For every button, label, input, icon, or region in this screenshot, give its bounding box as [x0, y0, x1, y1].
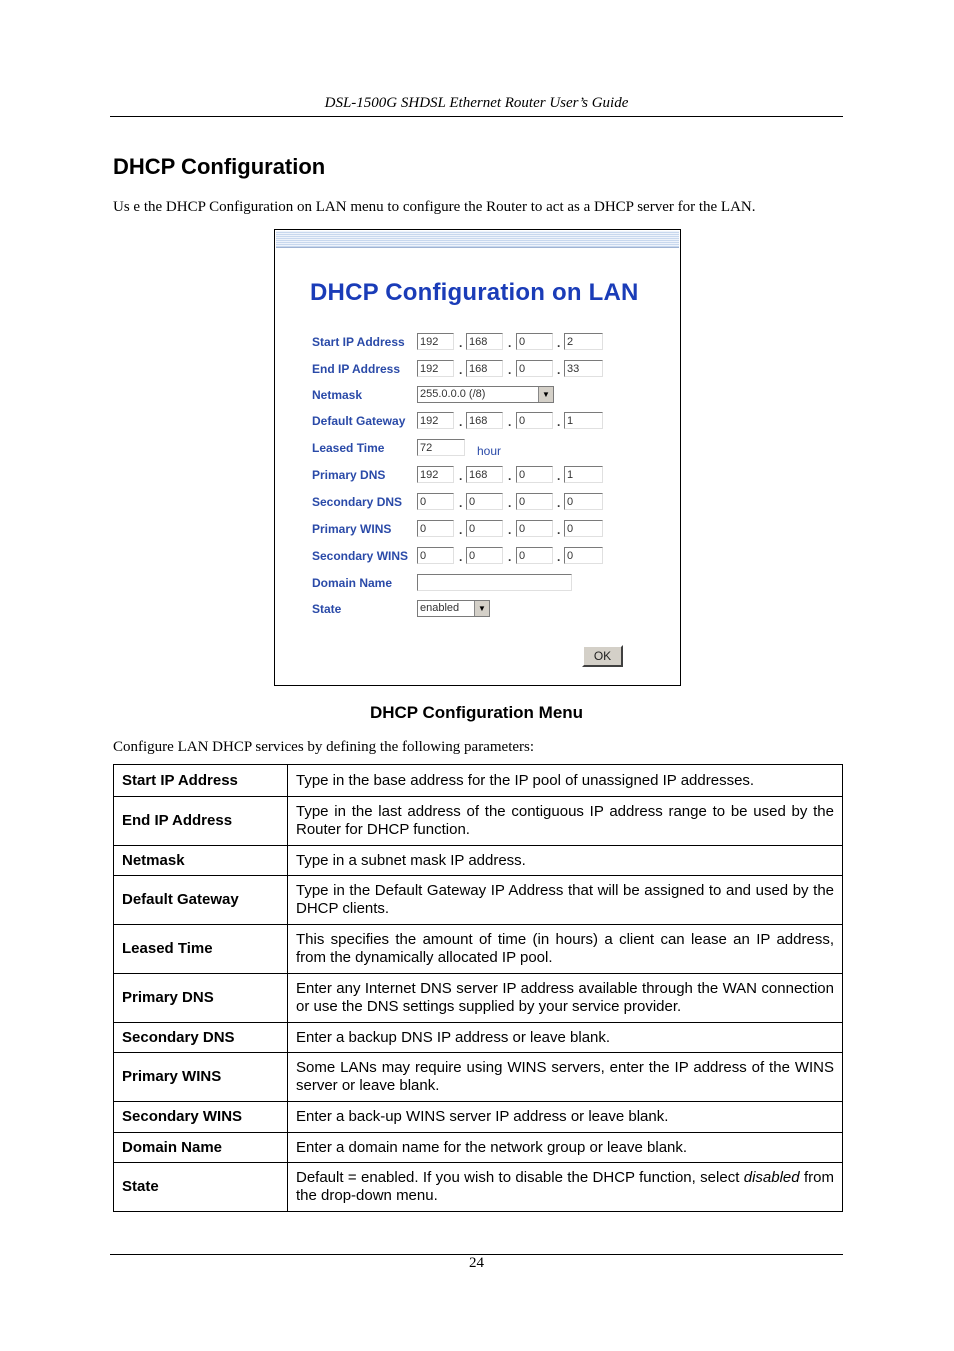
- param-description: Enter a back-up WINS server IP address or leave blank.: [288, 1102, 843, 1133]
- secondary-wins-octet-3[interactable]: 0: [516, 547, 553, 564]
- primary-dns-octet-4[interactable]: 1: [564, 466, 603, 483]
- end-ip-octet-4[interactable]: 33: [564, 360, 603, 377]
- domain-name-input[interactable]: [417, 574, 572, 591]
- param-name: Secondary WINS: [114, 1102, 288, 1133]
- table-intro: Configure LAN DHCP services by defining the following parameters:: [113, 739, 535, 755]
- octet-dot: .: [508, 336, 512, 350]
- primary-wins-octet-2[interactable]: 0: [466, 520, 503, 537]
- octet-dot: .: [508, 363, 512, 377]
- param-description: Type in the Default Gateway IP Address that will be assigned to and used by the DHCP clients.: [288, 876, 843, 925]
- param-description: Enter a backup DNS IP address or leave blank.: [288, 1023, 843, 1053]
- param-name: Primary DNS: [114, 974, 288, 1023]
- default-gateway-label: Default Gateway: [312, 414, 406, 428]
- end-ip-octet-3[interactable]: 0: [516, 360, 553, 377]
- parameter-table: [113, 764, 843, 1212]
- table-row: [114, 1023, 843, 1053]
- primary-dns-label: Primary DNS: [312, 468, 386, 482]
- primary-wins-label: Primary WINS: [312, 522, 392, 536]
- gateway-octet-4[interactable]: 1: [564, 412, 603, 429]
- leased-time-unit: hour: [477, 444, 502, 458]
- end-ip-octet-2[interactable]: 168: [466, 360, 503, 377]
- octet-dot: .: [459, 336, 463, 350]
- primary-dns-octet-2[interactable]: 168: [466, 466, 503, 483]
- start-ip-label: Start IP Address: [312, 335, 405, 349]
- param-description: Type in the base address for the IP pool of unassigned IP addresses.: [288, 765, 843, 797]
- header-rule: [110, 116, 843, 117]
- end-ip-octet-1[interactable]: 192: [417, 360, 454, 377]
- gateway-octet-3[interactable]: 0: [516, 412, 553, 429]
- state-label: State: [312, 602, 342, 616]
- octet-dot: .: [557, 415, 561, 429]
- netmask-select[interactable]: [417, 386, 554, 403]
- state-value: enabled: [420, 602, 460, 614]
- param-description-text: from the drop-down menu.: [296, 1169, 834, 1204]
- intro-paragraph: Us e the DHCP Configuration on LAN menu to configure the Router to act as a DHCP server for the LAN.: [113, 199, 756, 215]
- param-name: Leased Time: [114, 925, 288, 974]
- octet-dot: .: [557, 363, 561, 377]
- param-name: State: [114, 1163, 288, 1212]
- param-description: Enter any Internet DNS server IP address available through the WAN connection or use the DNS settings supplied by your service provider.: [288, 974, 843, 1023]
- end-ip-label: End IP Address: [312, 362, 401, 376]
- param-description: Some LANs may require using WINS servers, enter the IP address of the WINS server or leave blank.: [288, 1053, 843, 1102]
- netmask-label: Netmask: [312, 388, 363, 402]
- secondary-dns-octet-3[interactable]: 0: [516, 493, 553, 510]
- octet-dot: .: [557, 523, 561, 537]
- start-ip-octet-4[interactable]: 2: [564, 333, 603, 350]
- table-row: [114, 797, 843, 846]
- param-description-emphasis: disabled: [743, 1169, 800, 1186]
- param-name: Secondary DNS: [114, 1023, 288, 1053]
- param-name: Start IP Address: [114, 765, 288, 797]
- octet-dot: .: [459, 363, 463, 377]
- chevron-down-icon[interactable]: ▼: [474, 601, 489, 616]
- primary-dns-octet-1[interactable]: 192: [417, 466, 454, 483]
- section-title: DHCP Configuration: [113, 154, 326, 179]
- param-description: Enter a domain name for the network group or leave blank.: [288, 1133, 843, 1163]
- secondary-wins-octet-1[interactable]: 0: [417, 547, 454, 564]
- octet-dot: .: [557, 550, 561, 564]
- octet-dot: .: [459, 496, 463, 510]
- ok-button[interactable]: OK: [582, 645, 623, 667]
- octet-dot: .: [459, 523, 463, 537]
- leased-time-input[interactable]: 72: [417, 439, 465, 456]
- octet-dot: .: [557, 336, 561, 350]
- netmask-value: 255.0.0.0 (/8): [420, 388, 486, 400]
- param-description: [288, 1163, 843, 1212]
- table-row: [114, 1053, 843, 1102]
- start-ip-octet-1[interactable]: 192: [417, 333, 454, 350]
- gateway-octet-2[interactable]: 168: [466, 412, 503, 429]
- octet-dot: .: [508, 550, 512, 564]
- octet-dot: .: [459, 469, 463, 483]
- param-description: This specifies the amount of time (in hours) a client can lease an IP address, from the dynamically allocated IP pool.: [288, 925, 843, 974]
- octet-dot: .: [508, 469, 512, 483]
- secondary-dns-octet-1[interactable]: 0: [417, 493, 454, 510]
- screenshot-banner: [276, 231, 679, 248]
- secondary-dns-label: Secondary DNS: [312, 495, 403, 509]
- param-name: Domain Name: [114, 1133, 288, 1163]
- param-name: Netmask: [114, 846, 288, 876]
- dhcp-config-screenshot: [274, 229, 681, 686]
- secondary-dns-octet-2[interactable]: 0: [466, 493, 503, 510]
- secondary-wins-octet-2[interactable]: 0: [466, 547, 503, 564]
- table-row: [114, 876, 843, 925]
- chevron-down-icon[interactable]: ▼: [538, 387, 553, 402]
- table-row: [114, 1102, 843, 1133]
- secondary-wins-label: Secondary WINS: [312, 549, 409, 563]
- octet-dot: .: [508, 496, 512, 510]
- param-description-text: Default = enabled. If you wish to disable the DHCP function, select: [296, 1169, 744, 1186]
- octet-dot: .: [459, 550, 463, 564]
- domain-name-label: Domain Name: [312, 576, 393, 590]
- table-row: [114, 925, 843, 974]
- param-name: End IP Address: [114, 797, 288, 846]
- table-row: [114, 974, 843, 1023]
- leased-time-label: Leased Time: [312, 441, 385, 455]
- param-description: Type in the last address of the contiguous IP address range to be used by the Router for DHCP function.: [288, 797, 843, 846]
- primary-wins-octet-1[interactable]: 0: [417, 520, 454, 537]
- state-select[interactable]: [417, 600, 490, 617]
- param-name: Primary WINS: [114, 1053, 288, 1102]
- table-row: [114, 1163, 843, 1212]
- screenshot-title: DHCP Configuration on LAN: [310, 279, 639, 306]
- table-row: [114, 1133, 843, 1163]
- octet-dot: .: [508, 415, 512, 429]
- secondary-wins-octet-4[interactable]: 0: [564, 547, 603, 564]
- param-description: Type in a subnet mask IP address.: [288, 846, 843, 876]
- table-row: [114, 765, 843, 797]
- param-name: Default Gateway: [114, 876, 288, 925]
- running-header: DSL-1500G SHDSL Ethernet Router User’s Guide: [324, 95, 629, 111]
- octet-dot: .: [557, 496, 561, 510]
- primary-dns-octet-3[interactable]: 0: [516, 466, 553, 483]
- start-ip-octet-2[interactable]: 168: [466, 333, 503, 350]
- page-number: 24: [469, 1255, 484, 1271]
- table-row: [114, 846, 843, 876]
- octet-dot: .: [459, 415, 463, 429]
- start-ip-octet-3[interactable]: 0: [516, 333, 553, 350]
- gateway-octet-1[interactable]: 192: [417, 412, 454, 429]
- figure-caption: DHCP Configuration Menu: [369, 703, 584, 722]
- octet-dot: .: [557, 469, 561, 483]
- octet-dot: .: [508, 523, 512, 537]
- primary-wins-octet-3[interactable]: 0: [516, 520, 553, 537]
- secondary-dns-octet-4[interactable]: 0: [564, 493, 603, 510]
- primary-wins-octet-4[interactable]: 0: [564, 520, 603, 537]
